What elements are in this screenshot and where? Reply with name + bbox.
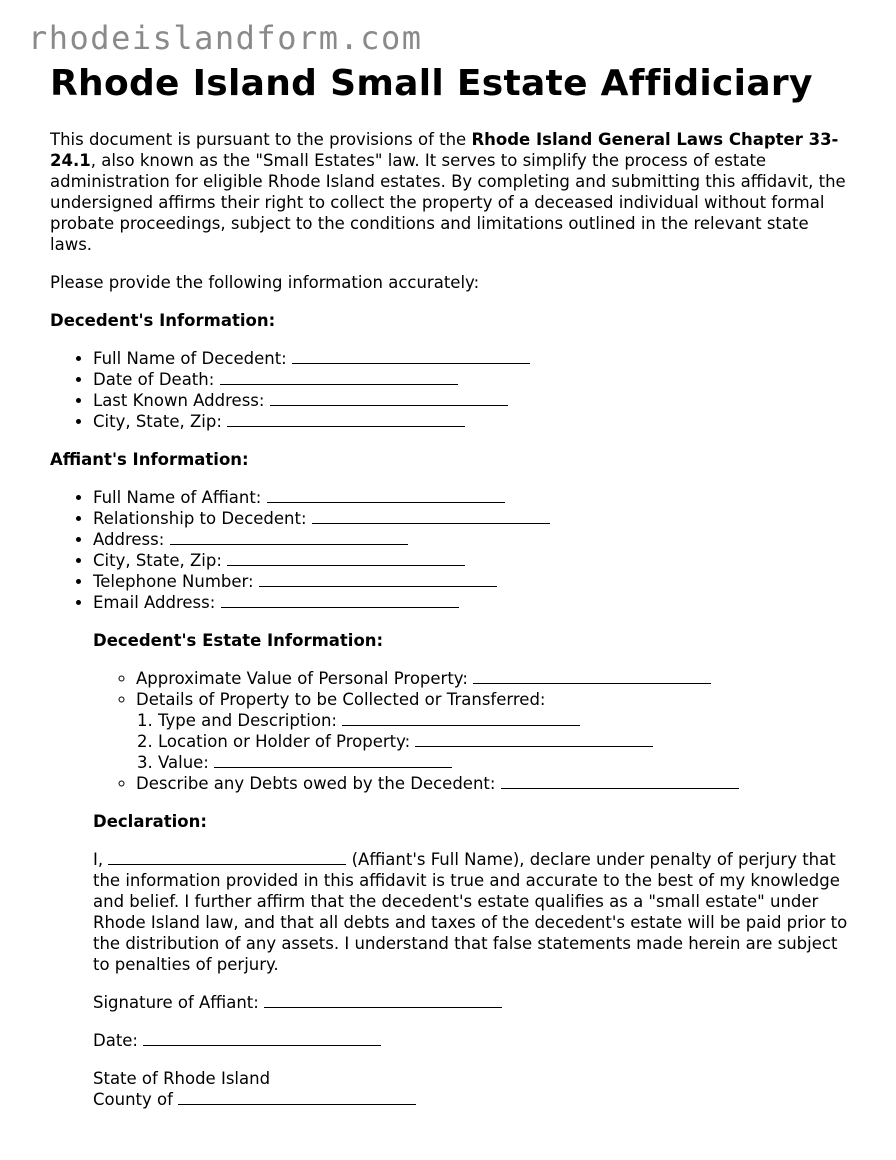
fill-blank[interactable] (312, 508, 550, 524)
field-email[interactable]: • Email Address: (93, 592, 850, 613)
field-type-description[interactable]: 1. Type and Description: (158, 710, 850, 731)
field-county[interactable]: County of (93, 1089, 850, 1110)
fill-blank[interactable] (415, 731, 653, 747)
fill-blank[interactable] (170, 529, 408, 545)
field-last-known-address[interactable]: • Last Known Address: (93, 390, 850, 411)
fill-blank[interactable] (227, 550, 465, 566)
field-affiant-city-state-zip[interactable]: • City, State, Zip: (93, 550, 850, 571)
fill-blank[interactable] (292, 348, 530, 364)
declaration-heading: Declaration: (93, 812, 207, 831)
affiant-name-blank[interactable] (108, 849, 346, 865)
fill-blank[interactable] (143, 1030, 381, 1046)
field-decedent-city-state-zip[interactable]: • City, State, Zip: (93, 411, 850, 432)
fill-blank[interactable] (221, 592, 459, 608)
estate-fields (93, 668, 850, 794)
decedent-fields (50, 348, 850, 432)
decedent-heading: Decedent's Information: (50, 311, 276, 330)
state-line: State of Rhode Island (93, 1069, 271, 1088)
field-date[interactable]: Date: (93, 1030, 850, 1051)
fill-blank[interactable] (270, 390, 508, 406)
field-relationship[interactable]: • Relationship to Decedent: (93, 508, 850, 529)
law-reference: Rhode Island General Laws Chapter 33-24.1 (50, 130, 839, 170)
field-signature[interactable]: Signature of Affiant: (93, 992, 850, 1013)
fill-blank[interactable] (501, 773, 739, 789)
fill-blank[interactable] (178, 1089, 416, 1105)
estate-section (50, 630, 850, 1110)
fill-blank[interactable] (473, 668, 711, 684)
document-body (50, 129, 850, 1110)
notary-venue (93, 1068, 850, 1110)
field-personal-property-value[interactable]: ◦ Approximate Value of Personal Property: (136, 668, 850, 689)
fill-blank[interactable] (214, 752, 452, 768)
fill-blank[interactable] (267, 487, 505, 503)
watermark: rhodeislandform.com (28, 19, 423, 57)
field-decedent-name[interactable]: • Full Name of Decedent: (93, 348, 850, 369)
declaration-text: I, (Affiant's Full Name), declare under penalty of perjury that the information provided in this affidavit is true and accurate to the best of my knowledge and belief. I further affirm that the decedent's estate qualifies as a "small estate" under Rhode Island law, and that all debts and taxes of the decedent's estate will be paid prior to the distribution of any assets. I understand that false statements made herein are subject to penalties of perjury. (93, 850, 848, 974)
instruction-text: Please provide the following information accurately: (50, 273, 480, 292)
field-affiant-name[interactable]: • Full Name of Affiant: (93, 487, 850, 508)
field-location-holder[interactable]: 2. Location or Holder of Property: (158, 731, 850, 752)
field-value[interactable]: 3. Value: (158, 752, 850, 773)
intro-paragraph: This document is pursuant to the provisions of the Rhode Island General Laws Chapter 33-24.1, also known as the "Small Estates" law. It serves to simplify the process of estate administration for eligible Rhode Island estates. By completing and submitting this affidavit, the undersigned affirms their right to collect the property of a deceased individual without formal probate proceedings, subject to the conditions and limitations outlined in the relevant state laws. (50, 130, 846, 254)
estate-heading: Decedent's Estate Information: (93, 631, 384, 650)
fill-blank[interactable] (264, 992, 502, 1008)
fill-blank[interactable] (220, 369, 458, 385)
property-details-list (136, 710, 850, 773)
page-title: Rhode Island Small Estate Affidiciary (50, 63, 813, 104)
field-affiant-address[interactable]: • Address: (93, 529, 850, 550)
field-telephone[interactable]: • Telephone Number: (93, 571, 850, 592)
fill-blank[interactable] (342, 710, 580, 726)
field-date-of-death[interactable]: • Date of Death: (93, 369, 850, 390)
fill-blank[interactable] (227, 411, 465, 427)
affiant-heading: Affiant's Information: (50, 450, 249, 469)
property-details-item: ◦ Details of Property to be Collected or Transferred: 1. Type and Description: 2. Location or Holder of Property: 3. Value: (136, 689, 850, 773)
field-debts[interactable]: ◦ Describe any Debts owed by the Decedent: (136, 773, 850, 794)
fill-blank[interactable] (259, 571, 497, 587)
affiant-fields (50, 487, 850, 613)
